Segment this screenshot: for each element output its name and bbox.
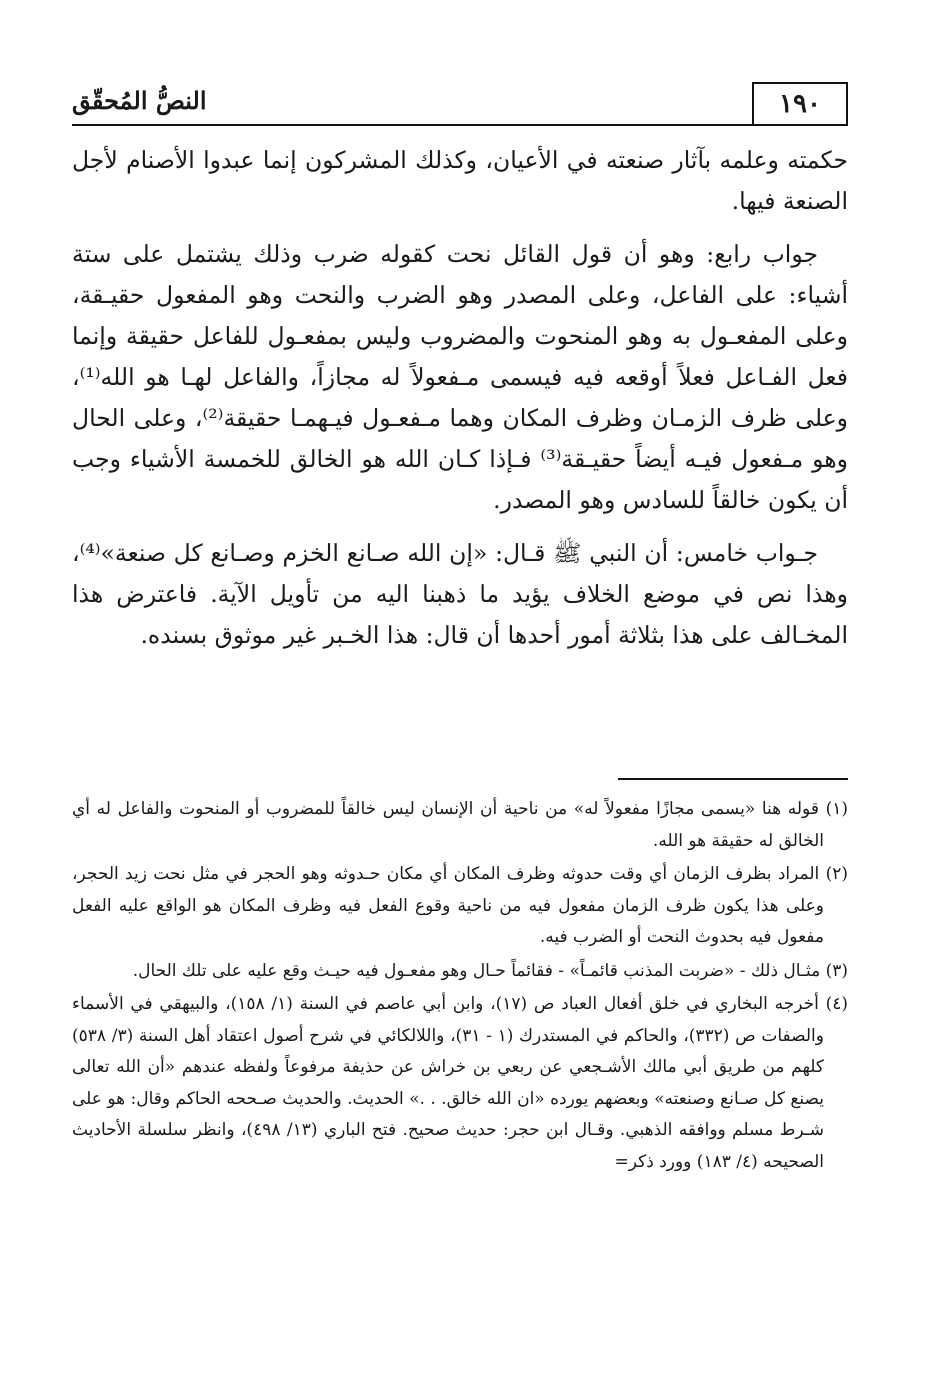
footnote: (١) قوله هنا «يسمى مجازًا مفعولاً له» من ناحية أن الإنسان ليس خالقاً للمضروب أو المنحوت والفاعل له أي الخالق له حقيقة هو الله. bbox=[72, 799, 848, 851]
page-number: ١٩٠ bbox=[752, 82, 848, 124]
paragraph: جواب رابع: وهو أن قول القائل نحت كقوله ضرب وذلك يشتمل على ستة أشياء: على الفاعل، وعلى المصدر وهو الضرب والنحت وهو المفعول حقيـقة، وعلى المفعـول به وهو المنحوت والمضروب وليس بمفعـول للفاعل حقيقة وإنما فعل الفـاعل فعلاً أوقعه فيه فيسمى مـفعولاً له مجازاً، والفاعل لهـا هو الله⁽¹⁾، وعلى ظرف الزمـان وظرف المكان وهما مـفعـول فيـهمـا حقيقة⁽²⁾، وعلى الحال وهو مـفعول فيـه أيضاً حقيـقة⁽³⁾ فـإذا كـان الله هو الخالق للخمسة الأشياء وجب أن يكون خالقاً للسادس وهو المصدر. bbox=[72, 240, 848, 514]
footnote-separator bbox=[618, 778, 848, 780]
footnote: (٣) مثـال ذلك - «ضربت المذنب قائمـاً» - فقائماً حـال وهو مفعـول فيه حيـث وقع عليه على تلك الحال. bbox=[132, 960, 848, 981]
footnote: (٢) المراد بظرف الزمان أي وقت حدوثه وظرف المكان أي مكان حـدوثه وهو الحجر في مثل نحت زيد الحجر، وعلى هذا يكون ظرف الزمان مفعول فيه من ناحية وقوع الفعل فيه وظرف المكان هو الواقع عليه الفعل مفعول فيه بحدوث النحت أو الضرب فيه. bbox=[72, 864, 848, 947]
main-text bbox=[72, 140, 848, 668]
paragraph: حكمته وعلمه بآثار صنعته في الأعيان، وكذلك المشركون إنما عبدوا الأصنام لأجل الصنعة فيها. bbox=[72, 146, 848, 215]
footnotes bbox=[72, 794, 848, 1180]
running-title: النصُّ المُحقّق bbox=[72, 86, 207, 115]
paragraph: جـواب خامس: أن النبي ﷺ قـال: «إن الله صـانع الخزم وصـانع كل صنعة»⁽⁴⁾، وهذا نص في موضع الخلاف يؤيد ما ذهبنا اليه من تأويل الآية. فاعترض هذا المخـالف على هذا بثلاثة أمور أحدها أن قال: هذا الخـبر غير موثوق بسنده. bbox=[72, 539, 848, 649]
page-header bbox=[72, 72, 848, 126]
footnote: (٤) أخرجه البخاري في خلق أفعال العباد ص (١٧)، وابن أبي عاصم في السنة (١/ ١٥٨)، والبيهقي في الأسماء والصفات ص (٣٣٢)، والحاكم في المستدرك (١ - ٣١)، واللالكائي في شرح أصول اعتقاد أهل السنة (٣/ ٥٣٨) كلهم من طريق أبي مالك الأشـجعي عن ربعي بن خراش عن حذيفة مرفوعاً ولفظه عندهم «أن الله تعالى يصنع كل صـانع وصنعته» وبعضهم يورده «ان الله خالق. . .» الحديث. والحديث صـححه الحاكم وقال: هو على شـرط مسلم ووافقه الذهبي. وقـال ابن حجر: حديث صحيح. فتح الباري (١٣/ ٤٩٨)، وانظر سلسلة الأحاديث الصحيحه (٤/ ١٨٣) وورد ذكر= bbox=[72, 994, 848, 1172]
